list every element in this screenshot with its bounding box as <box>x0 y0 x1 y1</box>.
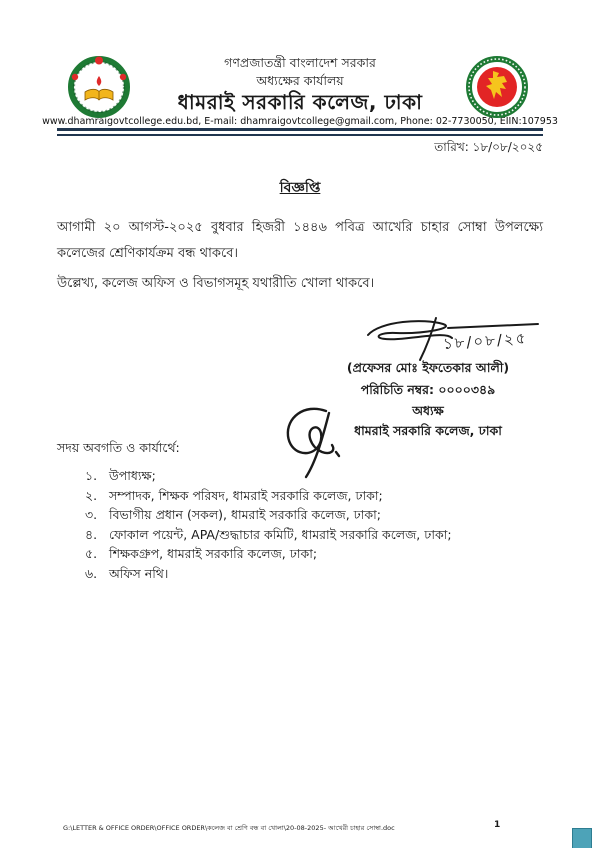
footer-file-path: G:\LETTER & OFFICE ORDER\OFFICE ORDER\কলেজ বা শ্রেণি বন্ধ বা খোলা\20-08-2025- আখেরী চাহার সোম্বা.doc <box>63 824 395 832</box>
college-seal-icon <box>68 56 130 118</box>
list-item-text: শিক্ষকগ্রুপ, ধামরাই সরকারি কলেজ, ঢাকা; <box>109 546 318 562</box>
list-item <box>85 544 535 564</box>
contact-line: www.dhamraigovtcollege.edu.bd, E-mail: dhamraigovtcollege@gmail.com, Phone: 02-7730050, EIIN:107953 <box>42 116 558 127</box>
list-item-number: ৫. <box>85 546 98 562</box>
list-item-number: ৩. <box>85 507 98 523</box>
header-divider-rule <box>57 128 543 136</box>
list-item-number: ৪. <box>85 526 98 542</box>
list-item-text: বিভাগীয় প্রধান (সকল), ধামরাই সরকারি কলেজ, ঢাকা; <box>109 507 381 523</box>
signatory-id-number: পরিচিতি নম্বর: ০০০০৩৪৯ <box>360 382 496 397</box>
list-item-text: উপাধ্যক্ষ; <box>109 468 156 483</box>
list-item-number: ৬. <box>85 565 98 581</box>
signatory-institution: ধামরাই সরকারি কলেজ, ঢাকা <box>354 423 502 438</box>
footer-page-number: 1 <box>494 820 501 830</box>
list-item <box>85 486 535 506</box>
college-name: ধামরাই সরকারি কলেজ, ঢাকা <box>177 90 423 114</box>
list-item <box>85 505 535 525</box>
office-line: অধ্যক্ষের কার্যালয় <box>256 73 344 88</box>
notice-title: বিজ্ঞপ্তি <box>279 180 321 196</box>
handwritten-date: ১৮/০৮/২৫ <box>442 329 528 353</box>
list-item-text: সম্পাদক, শিক্ষক পরিষদ, ধামরাই সরকারি কলেজ, ঢাকা; <box>109 487 383 503</box>
list-item-text: অফিস নথি। <box>109 565 169 581</box>
list-item <box>85 525 535 545</box>
distribution-heading: সদয় অবগতি ও কার্যার্থে: <box>57 440 180 455</box>
notice-paragraph-2: উল্লেখ্য, কলেজ অফিস ও বিভাগসমূহ যথারীতি খোলা থাকবে। <box>57 276 375 291</box>
bangladesh-government-seal-icon <box>466 56 528 118</box>
government-line: গণপ্রজাতন্ত্রী বাংলাদেশ সরকার <box>224 55 376 70</box>
signatory-designation: অধ্যক্ষ <box>412 403 444 418</box>
list-item-number: ১. <box>85 468 98 483</box>
signatory-name: (প্রফেসর মোঃ ইফতেকার আলী) <box>346 360 510 375</box>
notice-paragraph-1: আগামী ২০ আগস্ট-২০২৫ বুধবার হিজরী ১৪৪৬ পবিত্র আখেরি চাহার সোম্বা উপলক্ষ্যে কলেজের শ্রেণিকার্যক্রম বন্ধ থাকবে। <box>57 220 543 261</box>
list-item-number: ২. <box>85 487 98 503</box>
list-item <box>85 466 535 486</box>
list-item <box>85 564 535 584</box>
list-item-text: ফোকাল পয়েন্ট, APA/শুদ্ধাচার কমিটি, ধামরাই সরকারি কলেজ, ঢাকা; <box>109 526 452 542</box>
distribution-list <box>85 466 535 584</box>
date-line: তারিখ: ১৮/০৮/২০২৫ <box>434 140 543 154</box>
corner-accent-marker <box>572 828 592 848</box>
